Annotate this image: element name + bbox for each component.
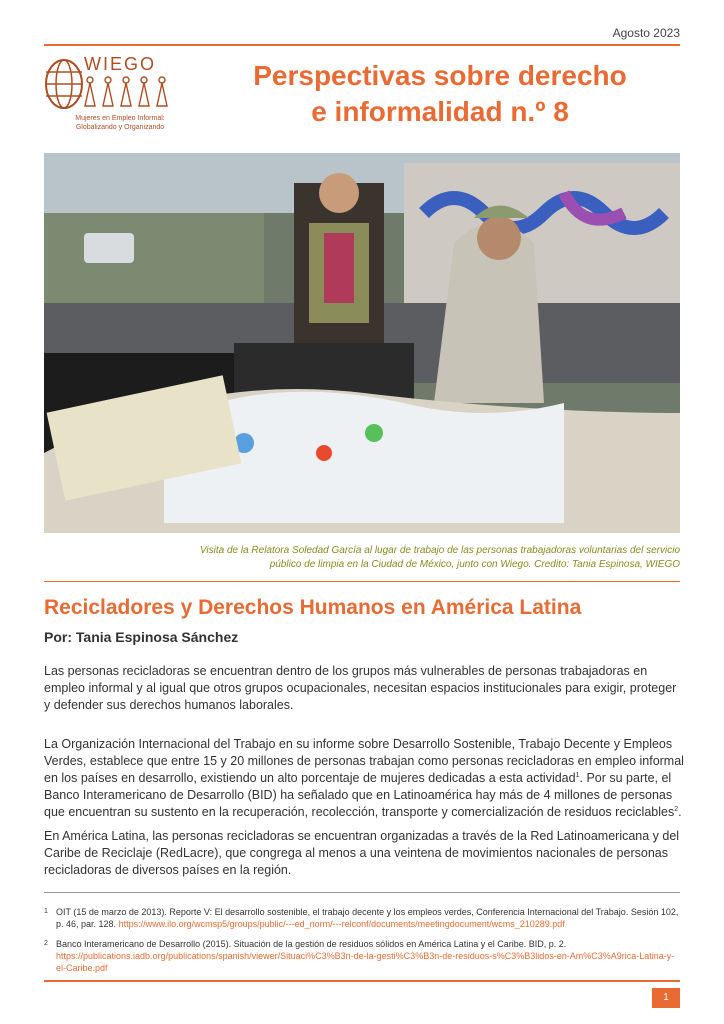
footnote-2-link[interactable]: https://publications.iadb.org/publications/spanish/viewer/Situaci%C3%B3n-de-la-gesti%C3%B3n-de-residuos-s%C3%B3lidos-en-Am%C3%A9rica-Latina-y-el-Caribe.pdf — [56, 951, 675, 973]
women-figures-icon — [82, 74, 178, 114]
globe-icon — [44, 58, 84, 110]
paragraph-3: En América Latina, las personas recicladoras se encuentran organizadas a través de la Red Latinoamericana y del Caribe de Reciclaje (RedLacre), que congrega al menos a una veintena de movimientos nacionales de personas recicladoras de diversos países en la región. — [44, 829, 680, 877]
photo-caption: Visita de la Relatora Soledad García al lugar de trabajo de las personas trabajadoras voluntarias del servicio público de limpia en la Ciudad de México, junto con Wiego. Credito: Tania Espinosa, WIEGO — [199, 545, 680, 570]
footnote-1: 1 OIT (15 de marzo de 2013). Reporte V: El desarrollo sostenible, el trabajo decente y los empleos verdes, Conferencia Internacional del Trabajo. Sesión 102, p. 46, par. 128. https://www.ilo.org/wcmsp5/groups/public/---ed_norm/---relconf/documents/meetingdocument/wcms_210289.pdf — [44, 907, 679, 929]
article-heading: Recicladores y Derechos Humanos en América Latina — [44, 596, 582, 619]
logo-wordmark: WIEGO — [84, 54, 156, 74]
footer-divider — [44, 980, 680, 982]
page-title: Perspectivas sobre derecho e informalidad n.º 8 — [253, 60, 627, 127]
footnote-2: 2 Banco Interamericano de Desarrollo (2015). Situación de la gestión de residuos sólidos en América Latina y el Caribe. BID, p. 2. https://publications.iadb.org/publications/spanish/viewer/Situaci%C3%B3n-de-la-gesti%C3%B3n-de-residuos-s%C3%B3lidos-en-Am%C3%A9rica-Latina-y-el-Caribe.pdf — [44, 939, 675, 973]
paragraph-1: Las personas recicladoras se encuentran dentro de los grupos más vulnerables de personas trabajadoras en empleo informal y al igual que otros grupos ocupacionales, necesitan espacios institucionales para exigir, proteger y defender sus derechos humanos laborales. — [44, 664, 677, 712]
cover-photo — [44, 153, 680, 533]
page-number: 1 — [652, 988, 680, 1008]
header-divider — [44, 44, 680, 46]
footnote-ref-1[interactable]: 1 — [575, 771, 580, 779]
footnote-ref-2[interactable]: 2 — [674, 805, 679, 813]
article-byline: Por: Tania Espinosa Sánchez — [44, 629, 239, 645]
footnote-divider — [44, 892, 680, 893]
photo-illustration — [44, 153, 680, 533]
caption-divider — [44, 581, 680, 582]
logo-tagline: Mujeres en Empleo Informal: Globalizando y Organizando — [75, 115, 165, 131]
wiego-logo — [44, 54, 184, 144]
issue-date: Agosto 2023 — [612, 26, 680, 40]
paragraph-2: La Organización Internacional del Trabajo en su informe sobre Desarrollo Sostenible, Trabajo Decente y Empleos Verdes, establece que entre 15 y 20 millones de personas trabajan como personas recicladoras en empleo informal en los países en desarrollo, existiendo un alto porcentaje de mujeres dedicadas a esta actividad$^1$. Por su parte, el Banco Interamericano de Desarrollo (BID) ha señalado que en Latinoamérica hay más de 4 millones de personas que encuentran su sustento en la recuperación, recolección, transporte y comercialización de residuos reciclables$^2$. — [44, 737, 684, 819]
footnote-1-link[interactable]: https://www.ilo.org/wcmsp5/groups/public/---ed_norm/---relconf/documents/meetingdocument/wcms_210289.pdf — [118, 919, 565, 929]
